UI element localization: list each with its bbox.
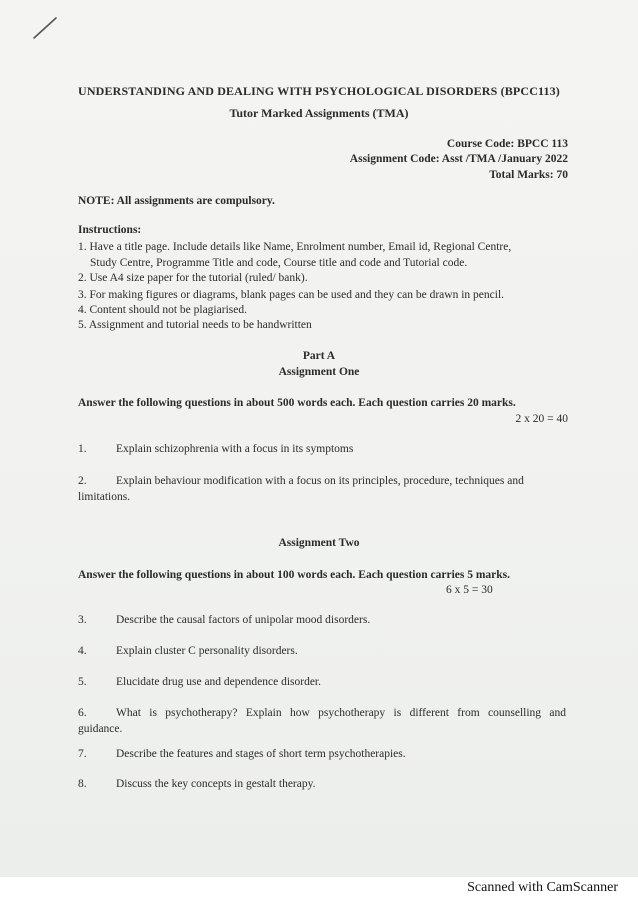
course-code: Course Code: BPCC 113: [446, 138, 568, 150]
question-6: [0, 707, 638, 739]
question-8: [0, 778, 638, 794]
question-text-continued: limitations.: [78, 491, 131, 503]
instruction-line: 4. Content should not be plagiarised.: [78, 304, 247, 316]
question-text: What is psychotherapy? Explain how psychotherapy is different from counselling and: [116, 707, 566, 719]
document-subtitle: Tutor Marked Assignments (TMA): [229, 106, 409, 120]
question-number: 8.: [78, 778, 87, 790]
question-text-continued: guidance.: [78, 723, 123, 735]
instruction-line: Study Centre, Programme Title and code, Course title and code and Tutorial code.: [90, 257, 468, 269]
instruction-line: 5. Assignment and tutorial needs to be handwritten: [78, 319, 312, 331]
assignment-two-instruction: Answer the following questions in about 100 words each. Each question carries 5 marks.: [78, 569, 511, 581]
question-number: 1.: [78, 443, 87, 455]
document-title: UNDERSTANDING AND DEALING WITH PSYCHOLOGICAL DISORDERS (BPCC113): [78, 84, 560, 98]
question-3: [0, 614, 638, 630]
assignment-one-instruction: Answer the following questions in about 500 words each. Each question carries 20 marks.: [78, 397, 516, 409]
question-text: Describe the causal factors of unipolar mood disorders.: [116, 614, 371, 626]
question-text: Explain behaviour modification with a focus on its principles, procedure, techniques and: [116, 475, 524, 487]
assignment-one-heading: Assignment One: [278, 366, 360, 378]
instruction-line: 1. Have a title page. Include details like Name, Enrolment number, Email id, Regional Centre,: [78, 241, 512, 253]
assignment-one-marks: 2 x 20 = 40: [515, 413, 568, 425]
instruction-line: 3. For making figures or diagrams, blank pages can be used and they can be drawn in pencil.: [78, 289, 505, 301]
question-text: Discuss the key concepts in gestalt therapy.: [116, 778, 316, 790]
assignment-two-heading: Assignment Two: [278, 537, 360, 549]
question-number: 7.: [78, 748, 87, 760]
instruction-line: 2. Use A4 size paper for the tutorial (ruled/ bank).: [78, 272, 308, 284]
question-text: Elucidate drug use and dependence disorder.: [116, 676, 322, 688]
assignment-code: Assignment Code: Asst /TMA /January 2022: [349, 153, 568, 165]
question-2: [0, 475, 638, 507]
scanner-watermark: Scanned with CamScanner: [467, 880, 618, 895]
scanner-footer: [0, 877, 638, 903]
question-text: Explain schizophrenia with a focus in its symptoms: [116, 443, 354, 455]
total-marks: Total Marks: 70: [489, 169, 568, 181]
question-4: [0, 645, 638, 661]
question-number: 2.: [78, 475, 87, 487]
question-5: [0, 676, 638, 692]
question-number: 6.: [78, 707, 87, 719]
question-text: Explain cluster C personality disorders.: [116, 645, 298, 657]
question-number: 5.: [78, 676, 87, 688]
question-number: 3.: [78, 614, 87, 626]
note: NOTE: All assignments are compulsory.: [78, 195, 275, 207]
question-7: [0, 748, 638, 764]
question-1: [0, 443, 638, 459]
part-a-heading: Part A: [302, 350, 336, 362]
pen-stroke-mark: [30, 12, 60, 42]
assignment-two-marks: 6 x 5 = 30: [446, 584, 493, 596]
instructions-heading: Instructions:: [78, 224, 142, 236]
question-number: 4.: [78, 645, 87, 657]
question-text: Describe the features and stages of short term psychotherapies.: [116, 748, 406, 760]
